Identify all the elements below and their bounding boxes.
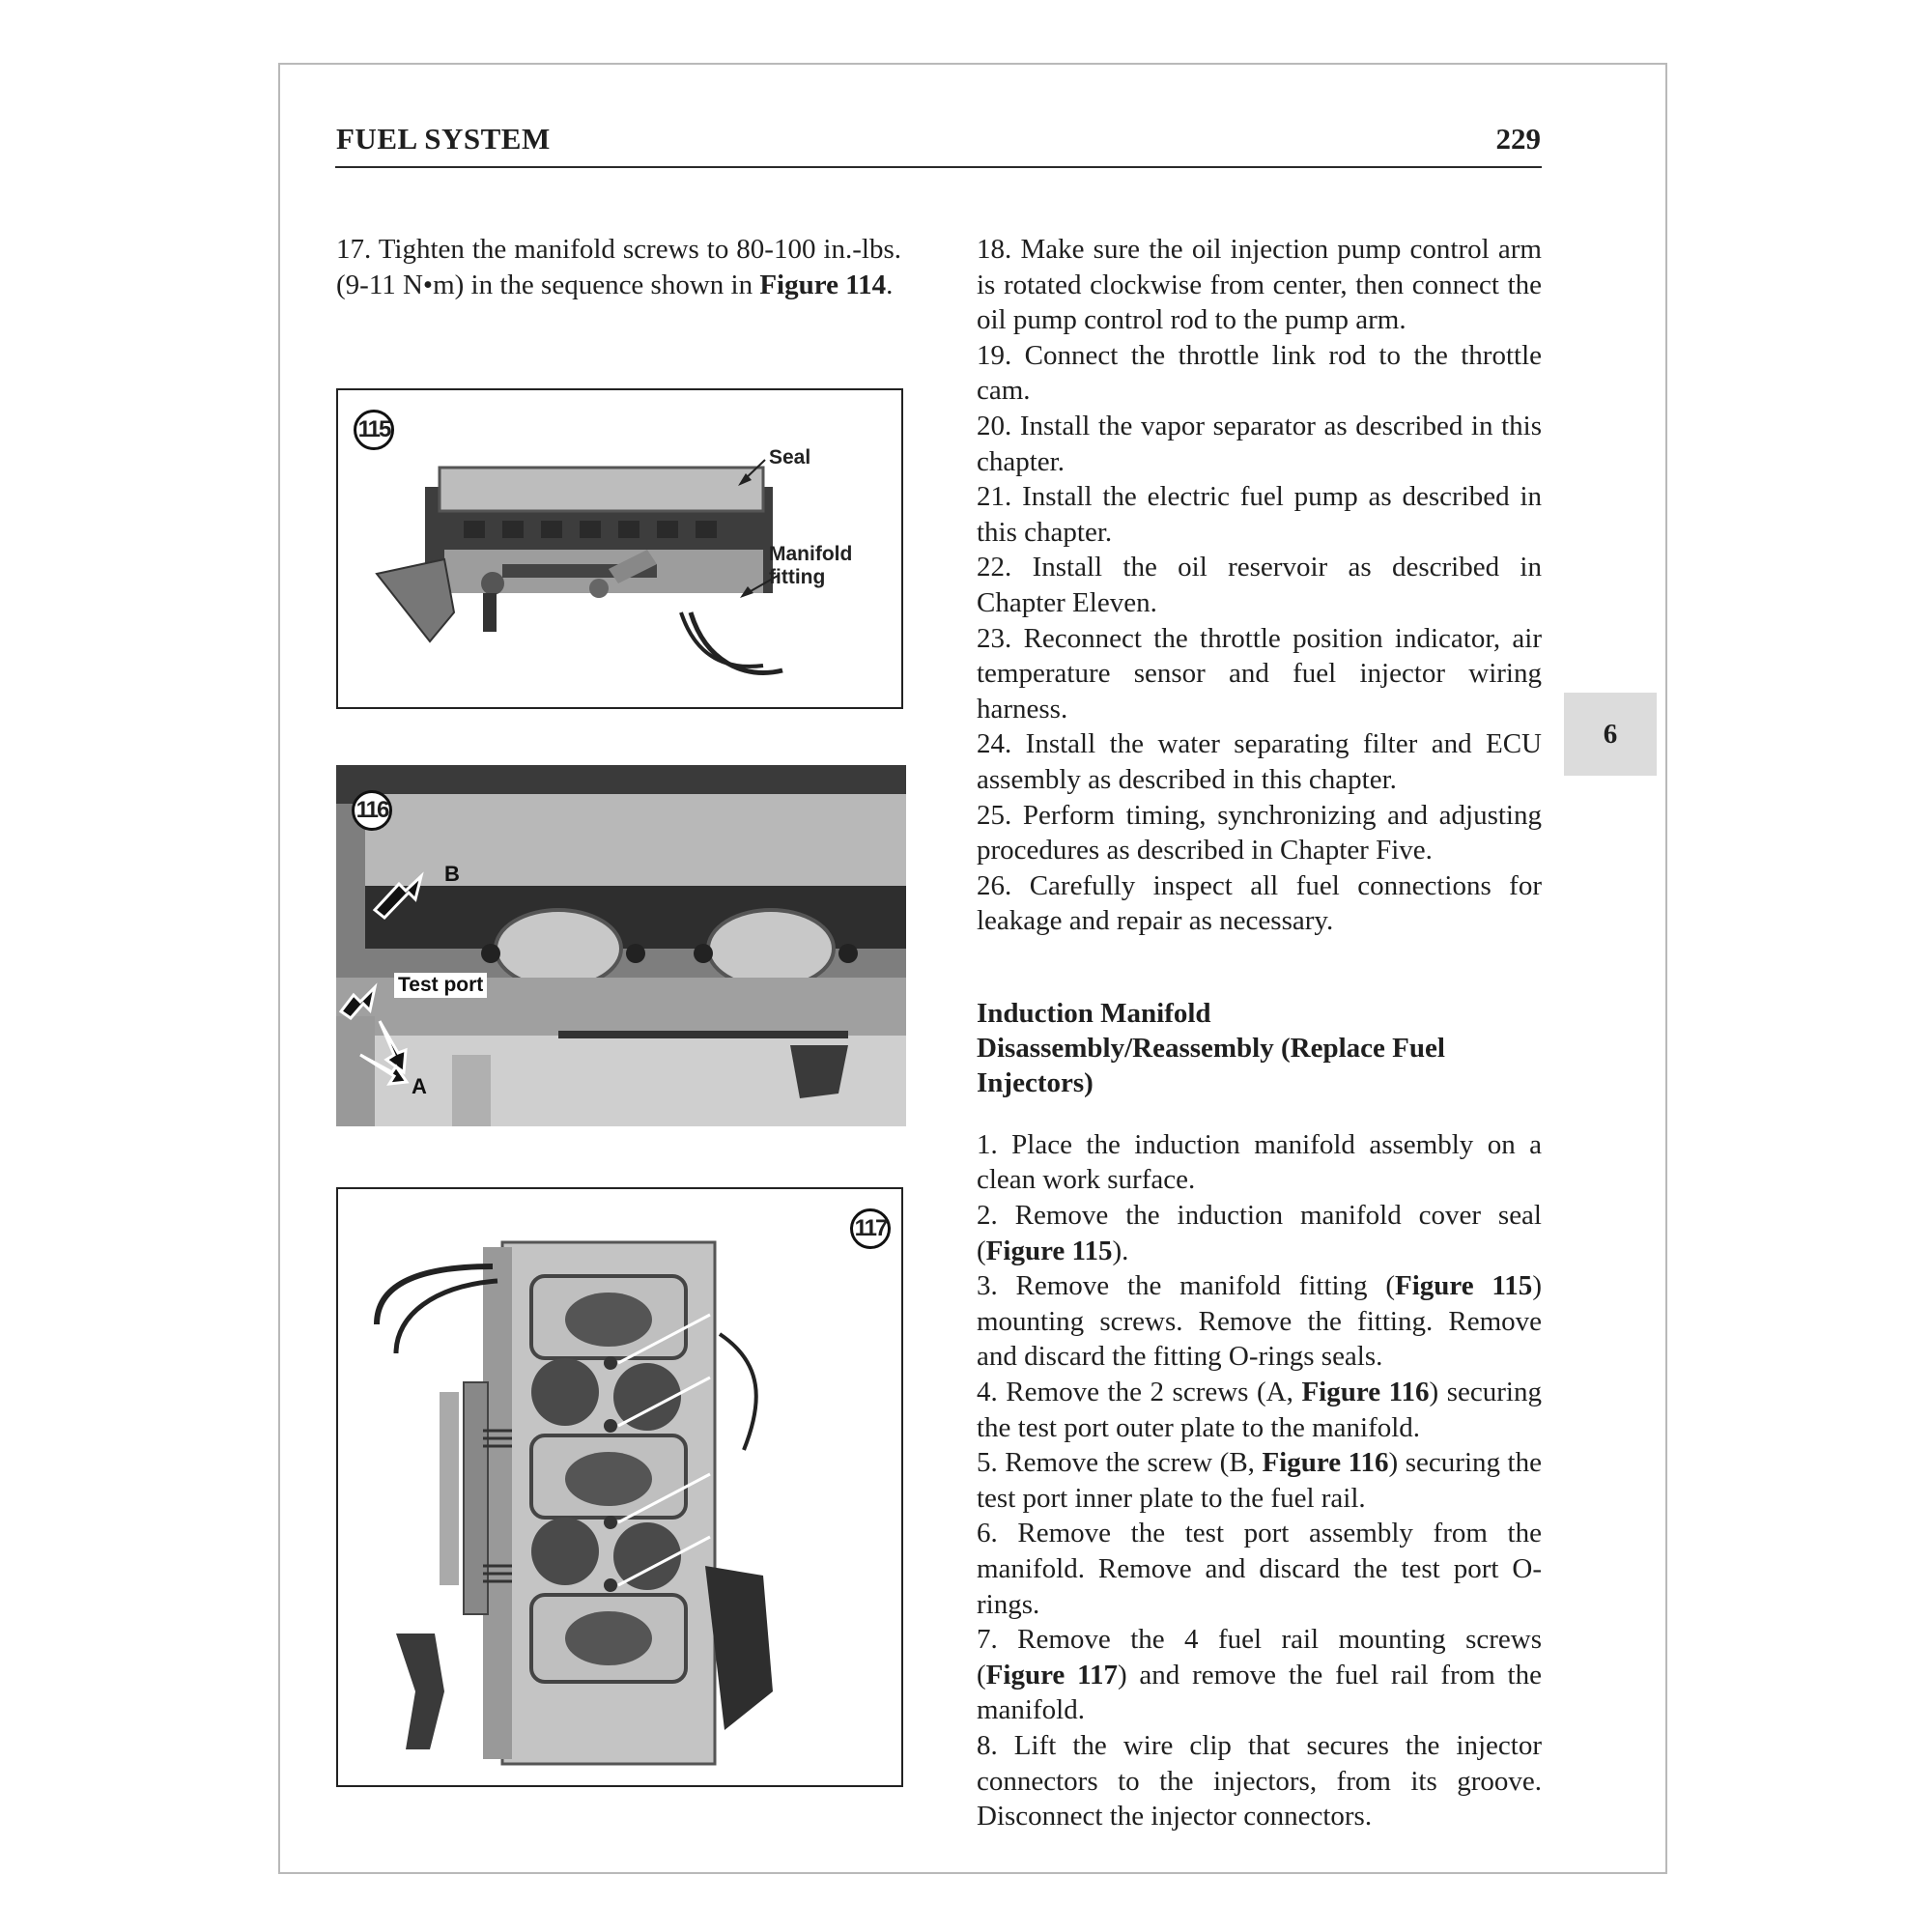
left-column: [336, 232, 901, 302]
figure-116-number-badge: 116: [352, 790, 392, 831]
step-17: 17. Tighten the manifold screws to 80-100 in.-lbs. (9-11 N•m) in the sequence shown in Figure 114.: [336, 234, 901, 300]
running-header-title: FUEL SYSTEM: [336, 122, 551, 156]
step-26: 26. Carefully inspect all fuel connections for leakage and repair as necessary.: [977, 869, 1542, 937]
figure-117-number-badge: 117: [850, 1208, 891, 1249]
proc-step-5: 5. Remove the screw (B, Figure 116) securing the test port inner plate to the fuel rail.: [977, 1447, 1542, 1514]
figure-117-photo: [338, 1189, 903, 1787]
step-20: 20. Install the vapor separator as described in this chapter.: [977, 410, 1542, 477]
label-b: B: [444, 862, 460, 886]
figure-115-number-badge: 115: [354, 410, 394, 450]
proc-step-3: 3. Remove the manifold fitting (Figure 115) mounting screws. Remove the fitting. Remove and discard the fitting O-rings seals.: [977, 1270, 1542, 1373]
proc-step-8: 8. Lift the wire clip that secures the injector connectors to the injectors, from its groove. Disconnect the injector connectors.: [977, 1729, 1542, 1833]
step-18: 18. Make sure the oil injection pump control arm is rotated clockwise from center, then connect the oil pump control rod to the pump arm.: [977, 234, 1542, 336]
step-25: 25. Perform timing, synchronizing and adjusting procedures as described in Chapter Five.: [977, 799, 1542, 867]
chapter-tab-label: 6: [1603, 718, 1618, 750]
figure-ref: Figure 114: [759, 269, 887, 300]
section-heading: Induction Manifold Disassembly/Reassembly (Replace Fuel Injectors): [977, 997, 1445, 1098]
chapter-tab: [1564, 693, 1657, 776]
step-23: 23. Reconnect the throttle position indicator, air temperature sensor and fuel injector wiring harness.: [977, 622, 1542, 724]
label-a: A: [412, 1074, 427, 1098]
proc-step-7: 7. Remove the 4 fuel rail mounting screws (Figure 117) and remove the fuel rail from the manifold.: [977, 1624, 1542, 1726]
step-19: 19. Connect the throttle link rod to the throttle cam.: [977, 339, 1542, 407]
procedure-steps: [977, 1127, 1542, 1834]
right-column: [977, 232, 1542, 1834]
figure-115: [336, 388, 903, 709]
figure-117: [336, 1187, 903, 1787]
step-21: 21. Install the electric fuel pump as described in this chapter.: [977, 481, 1542, 548]
proc-step-4: 4. Remove the 2 screws (A, Figure 116) securing the test port outer plate to the manifold.: [977, 1377, 1542, 1443]
figure-116: [336, 765, 906, 1126]
figure-116-photo: [336, 765, 906, 1126]
proc-step-6: 6. Remove the test port assembly from the manifold. Remove and discard the test port O-rings.: [977, 1518, 1542, 1620]
callout-manifold-fitting-2: fitting: [769, 566, 826, 588]
step-24: 24. Install the water separating filter and ECU assembly as described in this chapter.: [977, 728, 1542, 795]
proc-step-2: 2. Remove the induction manifold cover seal (Figure 115).: [977, 1200, 1542, 1266]
callout-manifold-fitting-1: Manifold: [769, 543, 853, 565]
callout-seal: Seal: [769, 446, 811, 469]
page-number: 229: [1495, 122, 1541, 156]
label-test-port: Test port: [394, 973, 487, 998]
spacer: [977, 939, 1542, 996]
header-rule: [335, 166, 1542, 168]
proc-step-1: 1. Place the induction manifold assembly on a clean work surface.: [977, 1128, 1542, 1196]
step-22: 22. Install the oil reservoir as described in Chapter Eleven.: [977, 552, 1542, 618]
